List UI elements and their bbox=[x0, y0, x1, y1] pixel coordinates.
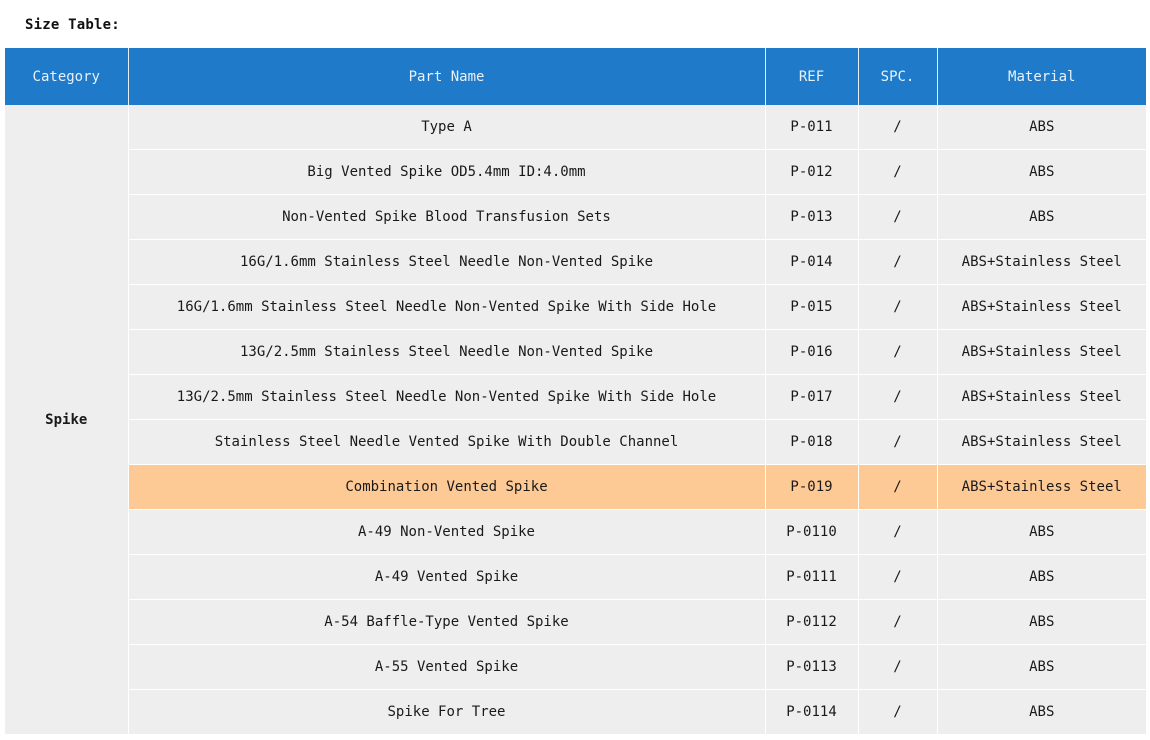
table-row bbox=[5, 510, 1146, 555]
part-name-cell: Combination Vented Spike bbox=[128, 465, 765, 510]
spc-cell: / bbox=[858, 375, 937, 420]
part-name-cell: Big Vented Spike OD5.4mm ID:4.0mm bbox=[128, 150, 765, 195]
part-name-cell: 13G/2.5mm Stainless Steel Needle Non-Vented Spike bbox=[128, 330, 765, 375]
material-cell: ABS+Stainless Steel bbox=[937, 330, 1146, 375]
size-table bbox=[5, 48, 1146, 735]
part-name-cell: 16G/1.6mm Stainless Steel Needle Non-Vented Spike With Side Hole bbox=[128, 285, 765, 330]
table-header bbox=[5, 48, 1146, 105]
spc-cell: / bbox=[858, 420, 937, 465]
category-cell: Spike bbox=[5, 105, 128, 735]
ref-cell: P-014 bbox=[765, 240, 858, 285]
material-cell: ABS bbox=[937, 105, 1146, 150]
spc-cell: / bbox=[858, 645, 937, 690]
ref-cell: P-017 bbox=[765, 375, 858, 420]
material-cell: ABS+Stainless Steel bbox=[937, 285, 1146, 330]
ref-cell: P-012 bbox=[765, 150, 858, 195]
table-row bbox=[5, 420, 1146, 465]
material-cell: ABS bbox=[937, 195, 1146, 240]
table-row bbox=[5, 555, 1146, 600]
header-category: Category bbox=[5, 48, 128, 105]
spc-cell: / bbox=[858, 285, 937, 330]
material-cell: ABS+Stainless Steel bbox=[937, 375, 1146, 420]
material-cell: ABS bbox=[937, 690, 1146, 735]
ref-cell: P-013 bbox=[765, 195, 858, 240]
material-cell: ABS bbox=[937, 150, 1146, 195]
material-cell: ABS bbox=[937, 600, 1146, 645]
material-cell: ABS+Stainless Steel bbox=[937, 240, 1146, 285]
part-name-cell: Stainless Steel Needle Vented Spike With Double Channel bbox=[128, 420, 765, 465]
header-ref: REF bbox=[765, 48, 858, 105]
part-name-cell: Non-Vented Spike Blood Transfusion Sets bbox=[128, 195, 765, 240]
ref-cell: P-016 bbox=[765, 330, 858, 375]
table-row bbox=[5, 285, 1146, 330]
spc-cell: / bbox=[858, 195, 937, 240]
table-row bbox=[5, 375, 1146, 420]
part-name-cell: A-49 Vented Spike bbox=[128, 555, 765, 600]
ref-cell: P-018 bbox=[765, 420, 858, 465]
part-name-cell: 16G/1.6mm Stainless Steel Needle Non-Vented Spike bbox=[128, 240, 765, 285]
table-row bbox=[5, 690, 1146, 735]
spc-cell: / bbox=[858, 510, 937, 555]
spc-cell: / bbox=[858, 690, 937, 735]
table-row bbox=[5, 105, 1146, 150]
material-cell: ABS+Stainless Steel bbox=[937, 420, 1146, 465]
part-name-cell: Spike For Tree bbox=[128, 690, 765, 735]
ref-cell: P-015 bbox=[765, 285, 858, 330]
spc-cell: / bbox=[858, 150, 937, 195]
spc-cell: / bbox=[858, 330, 937, 375]
material-cell: ABS bbox=[937, 510, 1146, 555]
ref-cell: P-0111 bbox=[765, 555, 858, 600]
header-part-name: Part Name bbox=[128, 48, 765, 105]
table-row bbox=[5, 150, 1146, 195]
table-row bbox=[5, 645, 1146, 690]
spc-cell: / bbox=[858, 240, 937, 285]
ref-cell: P-0114 bbox=[765, 690, 858, 735]
ref-cell: P-011 bbox=[765, 105, 858, 150]
header-material: Material bbox=[937, 48, 1146, 105]
spc-cell: / bbox=[858, 600, 937, 645]
ref-cell: P-0110 bbox=[765, 510, 858, 555]
table-body bbox=[5, 105, 1146, 735]
material-cell: ABS bbox=[937, 555, 1146, 600]
part-name-cell: A-55 Vented Spike bbox=[128, 645, 765, 690]
spc-cell: / bbox=[858, 105, 937, 150]
part-name-cell: Type A bbox=[128, 105, 765, 150]
material-cell: ABS+Stainless Steel bbox=[937, 465, 1146, 510]
table-row bbox=[5, 465, 1146, 510]
table-row bbox=[5, 600, 1146, 645]
part-name-cell: A-54 Baffle-Type Vented Spike bbox=[128, 600, 765, 645]
part-name-cell: A-49 Non-Vented Spike bbox=[128, 510, 765, 555]
ref-cell: P-0113 bbox=[765, 645, 858, 690]
part-name-cell: 13G/2.5mm Stainless Steel Needle Non-Vented Spike With Side Hole bbox=[128, 375, 765, 420]
size-table-caption: Size Table: bbox=[25, 17, 120, 33]
header-spc: SPC. bbox=[858, 48, 937, 105]
table-row bbox=[5, 240, 1146, 285]
table-row bbox=[5, 330, 1146, 375]
spc-cell: / bbox=[858, 555, 937, 600]
ref-cell: P-019 bbox=[765, 465, 858, 510]
material-cell: ABS bbox=[937, 645, 1146, 690]
table-row bbox=[5, 195, 1146, 240]
ref-cell: P-0112 bbox=[765, 600, 858, 645]
spc-cell: / bbox=[858, 465, 937, 510]
